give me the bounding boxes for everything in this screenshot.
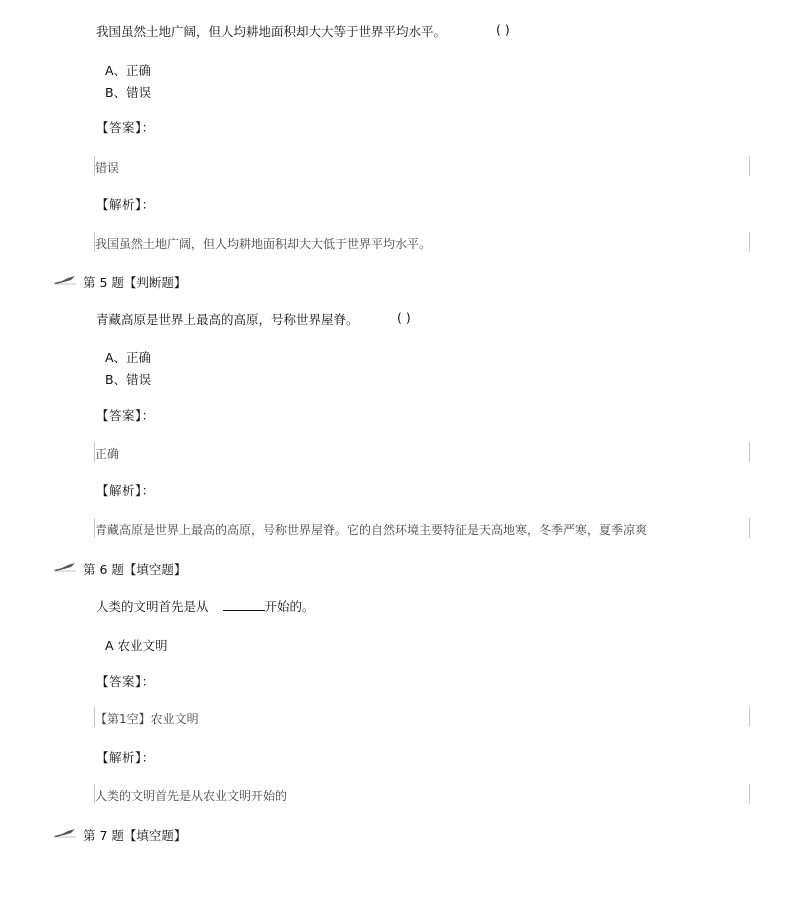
q5-stem: 青藏高原是世界上最高的高原，号称世界屋脊。: [96, 312, 359, 327]
q5-answer: 正确: [95, 447, 120, 461]
q6-stem-before: 人类的文明首先是从: [96, 599, 209, 614]
q5-analysis: 青藏高原是世界上最高的高原，号称世界屋脊。它的自然环境主要特征是天高地寒，冬季严寒，夏季凉爽: [95, 523, 648, 537]
q5-option-b: B、错误: [105, 372, 152, 387]
q5-option-a: A、正确: [105, 350, 152, 365]
q4-analysis-box: [94, 232, 750, 252]
q6-answer-label: 【答案】：: [96, 674, 155, 689]
q6-option-a: A 农业文明: [105, 638, 168, 653]
q5-analysis-label: 【解析】：: [96, 483, 155, 498]
q4-analysis-label: 【解析】：: [96, 197, 155, 212]
q5-answer-label: 【答案】：: [96, 408, 155, 423]
q6-answer-box: [94, 707, 750, 727]
q4-answer: 错误: [95, 161, 120, 175]
q6-analysis-label: 【解析】：: [96, 750, 155, 765]
pen-icon: [54, 562, 76, 572]
q4-paren: ( ): [496, 22, 510, 37]
q4-option-a: A、正确: [105, 63, 152, 78]
q6-stem-after: 开始的。: [264, 599, 315, 614]
q4-stem: 我国虽然土地广阔，但人均耕地面积却大大等于世界平均水平。: [96, 24, 447, 39]
q4-option-b: B、错误: [105, 85, 152, 100]
q6-analysis: 人类的文明首先是从农业文明开始的: [95, 789, 288, 803]
q5-paren: ( ): [397, 310, 411, 325]
q5-analysis-box: [94, 518, 750, 538]
q5-answer-box: [94, 442, 750, 462]
pen-icon: [54, 275, 76, 285]
q7-title: 第 7 题【填空题】: [83, 828, 187, 843]
q6-analysis-box: [94, 784, 750, 804]
q6-title: 第 6 题【填空题】: [83, 562, 187, 577]
q5-title: 第 5 题【判断题】: [83, 275, 187, 290]
q6-blank: [223, 599, 265, 611]
q4-answer-label: 【答案】：: [96, 120, 155, 135]
q4-analysis: 我国虽然土地广阔，但人均耕地面积却大大低于世界平均水平。: [95, 237, 432, 251]
q6-stem: [96, 597, 315, 615]
q4-answer-box: [94, 156, 750, 176]
q6-answer: 【第1空】农业文明: [95, 712, 199, 726]
pen-icon: [54, 828, 76, 838]
